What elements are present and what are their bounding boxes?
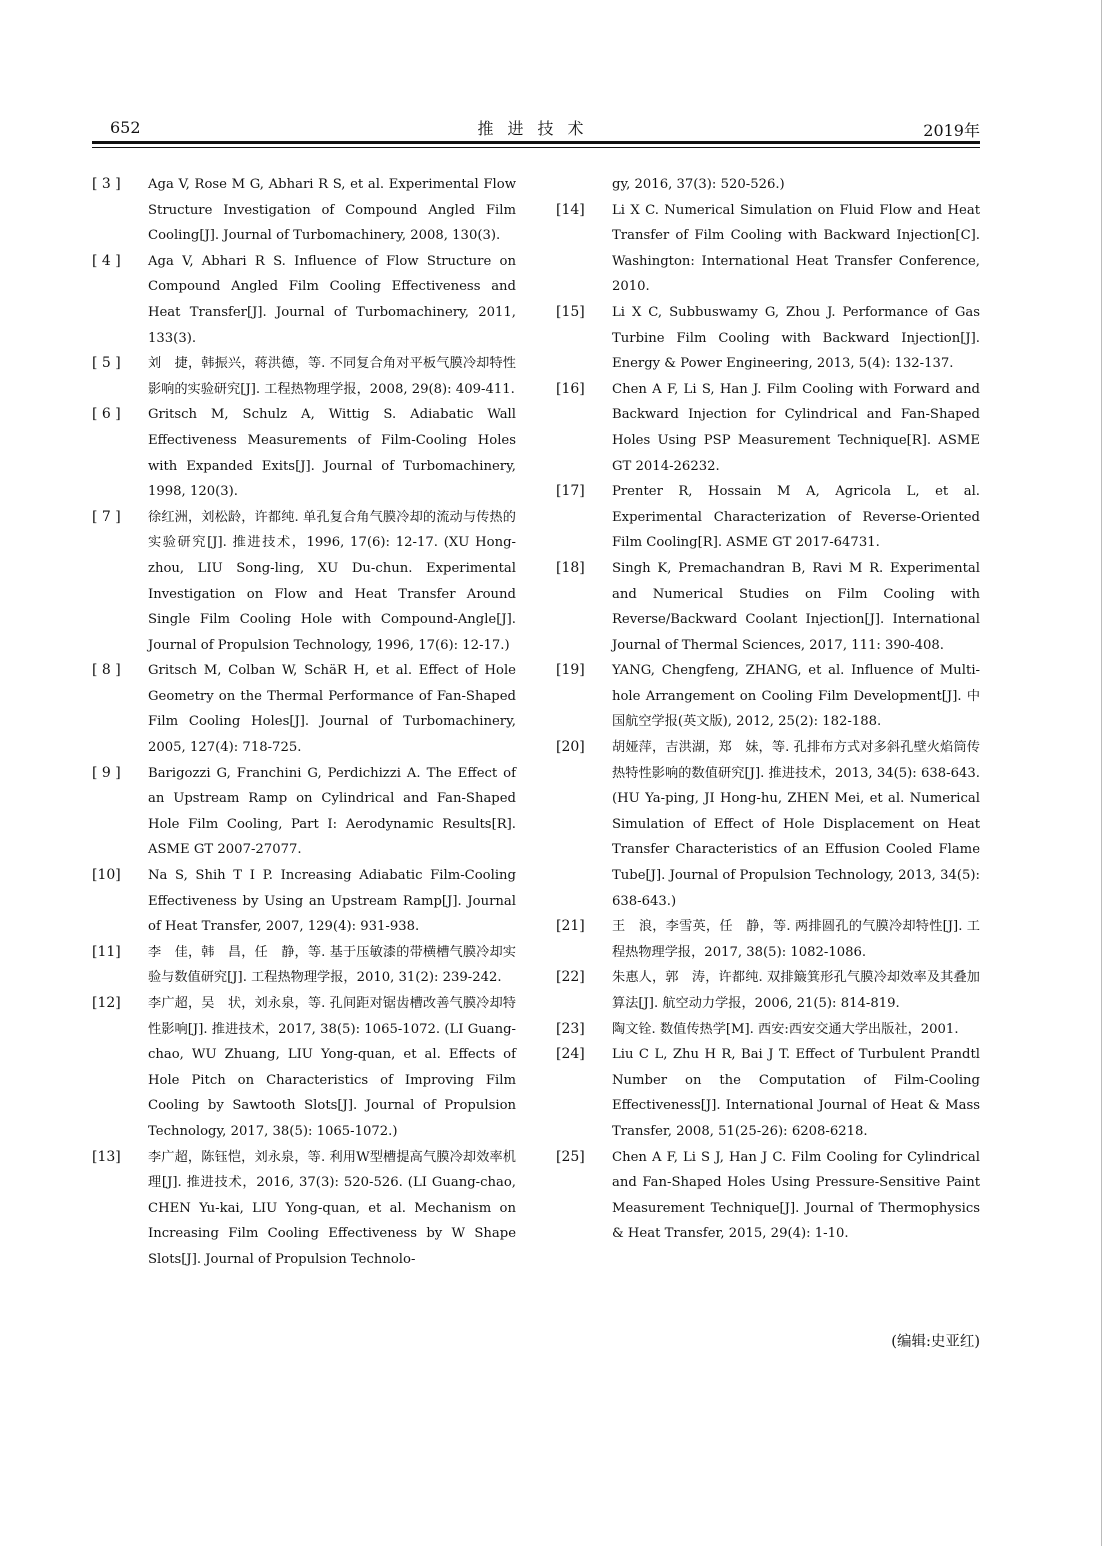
references-left-column <box>92 172 516 1273</box>
page-header <box>95 116 980 142</box>
reference-text: Chen A F, Li S J, Han J C. Film Cooling for Cylindrical and Fan-Shaped Holes Using Pressure-Sensitive Paint Measurement Technique[J]. Journal of Thermophysics & Heat Transfer, 2015, 29(4): 1-10. <box>612 1149 980 1242</box>
reference-entry <box>556 556 980 658</box>
reference-text: 朱惠人，郭 涛，许都纯. 双排簸箕形孔气膜冷却效率及其叠加算法[J]. 航空动力学报，2006, 21(5): 814-819. <box>612 970 980 1011</box>
reference-number: [12] <box>92 995 121 1011</box>
reference-text: Barigozzi G, Franchini G, Perdichizzi A. The Effect of an Upstream Ramp on Cylindrical and Fan-Shaped Hole Film Cooling, Part I: Aerodynamic Results[R]. ASME GT 2007-27077. <box>148 765 516 858</box>
journal-title: 推进技术 <box>477 119 598 138</box>
reference-entry <box>92 991 516 1145</box>
reference-number: [11] <box>92 943 121 960</box>
reference-number: [23] <box>556 1020 585 1037</box>
reference-entry <box>92 658 516 760</box>
reference-entry <box>556 965 980 1016</box>
reference-text: Chen A F, Li S, Han J. Film Cooling with Forward and Backward Injection for Cylindrical and Fan-Shaped Holes Using PSP Measurement Technique[R]. ASME GT 2014-26232. <box>612 381 980 474</box>
reference-number: [15] <box>556 303 585 320</box>
reference-entry <box>556 1042 980 1144</box>
reference-text: Aga V, Rose M G, Abhari R S, et al. Experimental Flow Structure Investigation of Compound Angled Film Cooling[J]. Journal of Turbomachinery, 2008, 130(3). <box>148 177 516 244</box>
reference-number: [ 5 ] <box>92 355 121 372</box>
reference-entry <box>556 300 980 377</box>
reference-text: Prenter R, Hossain M A, Agricola L, et al. Experimental Characterization of Reverse-Oriented Film Cooling[R]. ASME GT 2017-64731. <box>612 484 980 551</box>
reference-entry <box>556 377 980 479</box>
reference-text: Liu C L, Zhu H R, Bai J T. Effect of Turbulent Prandtl Number on the Computation of Film-Cooling Effectiveness[J]. International Journal of Heat & Mass Transfer, 2008, 51(25-26): 6208-6218. <box>612 1047 980 1139</box>
reference-text: gy, 2016, 37(3): 520-526.) <box>612 177 785 192</box>
reference-number: [22] <box>556 969 585 986</box>
reference-entry <box>556 1145 980 1247</box>
reference-number: [ 4 ] <box>92 252 121 269</box>
reference-entry <box>92 249 516 351</box>
reference-number: [21] <box>556 918 585 935</box>
reference-text: 李广超，吴 状，刘永泉，等. 孔间距对锯齿槽改善气膜冷却特性影响[J]. 推进技术，2017, 38(5): 1065-1072. (LI Guang-chao, WU Zhuang, LIU Yong-quan, et al. Effects of Hole Pitch on Characteristics of Improving Film Cooling by Sawtooth Slots[J]. Journal of Propulsion Technology, 2017, 38(5): 1065-1072.) <box>148 996 516 1139</box>
reference-text: Singh K, Premachandran B, Ravi M R. Experimental and Numerical Studies on Film Cooling with Reverse/Backward Coolant Injection[J]. International Journal of Thermal Sciences, 2017, 111: 390-408. <box>612 560 980 653</box>
reference-number <box>556 172 612 198</box>
reference-entry <box>92 402 516 504</box>
reference-entry <box>556 479 980 556</box>
reference-number: [ 6 ] <box>92 406 121 423</box>
reference-text: Na S, Shih T I P. Increasing Adiabatic Film-Cooling Effectiveness by Using an Upstream Ramp[J]. Journal of Heat Transfer, 2007, 129(4): 931-938. <box>148 868 516 935</box>
references-right-column <box>556 172 980 1247</box>
reference-number: [24] <box>556 1046 585 1063</box>
reference-entry <box>92 1145 516 1273</box>
reference-text: 李 佳，韩 昌，任 静，等. 基于压敏漆的带横槽气膜冷却实验与数值研究[J]. 工程热物理学报，2010, 31(2): 239-242. <box>148 944 516 986</box>
reference-number: [25] <box>556 1148 585 1165</box>
reference-text: Li X C, Subbuswamy G, Zhou J. Performance of Gas Turbine Film Cooling with Backward Injection[J]. Energy & Power Engineering, 2013, 5(4): 132-137. <box>612 304 980 372</box>
reference-text: 徐红洲，刘松龄，许都纯. 单孔复合角气膜冷却的流动与传热的实验研究[J]. 推进技术，1996, 17(6): 12-17. (XU Hong-zhou, LIU Song-ling, XU Du-chun. Experimental Investigation on Flow and Heat Transfer Around Single Film Cooling Hole with Compound-Angle[J]. Journal of Propulsion Technology, 1996, 17(6): 12-17.) <box>148 509 516 653</box>
reference-text: Aga V, Abhari R S. Influence of Flow Structure on Compound Angled Film Cooling Effectiveness and Heat Transfer[J]. Journal of Turbomachinery, 2011, 133(3). <box>148 253 516 346</box>
reference-text: 陶文铨. 数值传热学[M]. 西安:西安交通大学出版社，2001. <box>612 1021 959 1037</box>
reference-number: [ 8 ] <box>92 662 121 679</box>
reference-entry <box>556 172 980 198</box>
reference-entry <box>556 914 980 965</box>
reference-number: [17] <box>556 483 585 500</box>
header-year: 2019年 <box>923 121 980 140</box>
reference-text: 王 浪，李雪英，任 静，等. 两排圆孔的气膜冷却特性[J]. 工程热物理学报，2017, 38(5): 1082-1086. <box>612 919 980 960</box>
reference-number: [20] <box>556 739 585 756</box>
reference-number: [19] <box>556 662 585 679</box>
reference-number: [14] <box>556 201 585 218</box>
header-rule-thick <box>92 141 980 144</box>
reference-text: 李广超，陈钰恺，刘永泉，等. 利用W型槽提高气膜冷却效率机理[J]. 推进技术，2016, 37(3): 520-526. (LI Guang-chao, CHEN Yu-kai, LIU Yong-quan, et al. Mechanism on Increasing Film Cooling Effectiveness by W Shape Slots[J]. Journal of Propulsion Technolo- <box>148 1149 516 1267</box>
reference-entry <box>92 172 516 249</box>
editor-note: (编辑:史亚红) <box>891 1334 980 1350</box>
reference-text: 刘 捷，韩振兴，蒋洪德，等. 不同复合角对平板气膜冷却特性影响的实验研究[J]. 工程热物理学报，2008, 29(8): 409-411. <box>148 356 516 397</box>
page-number: 652 <box>110 118 141 137</box>
reference-text: YANG, Chengfeng, ZHANG, et al. Influence of Multi-hole Arrangement on Cooling Film Development[J]. 中国航空学报(英文版), 2012, 25(2): 182-188. <box>612 663 980 730</box>
reference-entry <box>92 940 516 991</box>
reference-text: Gritsch M, Colban W, SchäR H, et al. Effect of Hole Geometry on the Thermal Performance of Fan-Shaped Film Cooling Holes[J]. Journal of Turbomachinery, 2005, 127(4): 718-725. <box>148 663 516 756</box>
reference-number: [16] <box>556 380 585 397</box>
reference-entry <box>556 735 980 914</box>
header-rule-thin <box>92 147 980 148</box>
reference-text: Gritsch M, Schulz A, Wittig S. Adiabatic Wall Effectiveness Measurements of Film-Cooling Holes with Expanded Exits[J]. Journal of Turbomachinery, 1998, 120(3). <box>148 407 516 500</box>
reference-entry <box>92 863 516 940</box>
reference-entry <box>92 761 516 863</box>
reference-entry <box>556 658 980 735</box>
reference-text: Li X C. Numerical Simulation on Fluid Flow and Heat Transfer of Film Cooling with Backward Injection[C]. Washington: International Heat Transfer Conference, 2010. <box>612 202 980 295</box>
reference-entry <box>556 1017 980 1043</box>
reference-entry <box>92 505 516 659</box>
reference-number: [ 3 ] <box>92 176 121 192</box>
reference-entry <box>92 351 516 402</box>
reference-number: [10] <box>92 867 121 884</box>
reference-number: [13] <box>92 1148 121 1165</box>
reference-number: [ 9 ] <box>92 764 121 781</box>
reference-entry <box>556 198 980 300</box>
reference-number: [ 7 ] <box>92 508 121 525</box>
reference-number: [18] <box>556 559 585 576</box>
reference-text: 胡娅萍，吉洪湖，郑 妹，等. 孔排布方式对多斜孔壁火焰筒传热特性影响的数值研究[J]. 推进技术，2013, 34(5): 638-643. (HU Ya-ping, JI Hong-hu, ZHEN Mei, et al. Numerical Simulation of Effect of Hole Displacement on Heat Transfer Characteristics of an Effusion Cooled Flame Tube[J]. Journal of Propulsion Technology, 2013, 34(5): 638-643.) <box>612 740 980 909</box>
